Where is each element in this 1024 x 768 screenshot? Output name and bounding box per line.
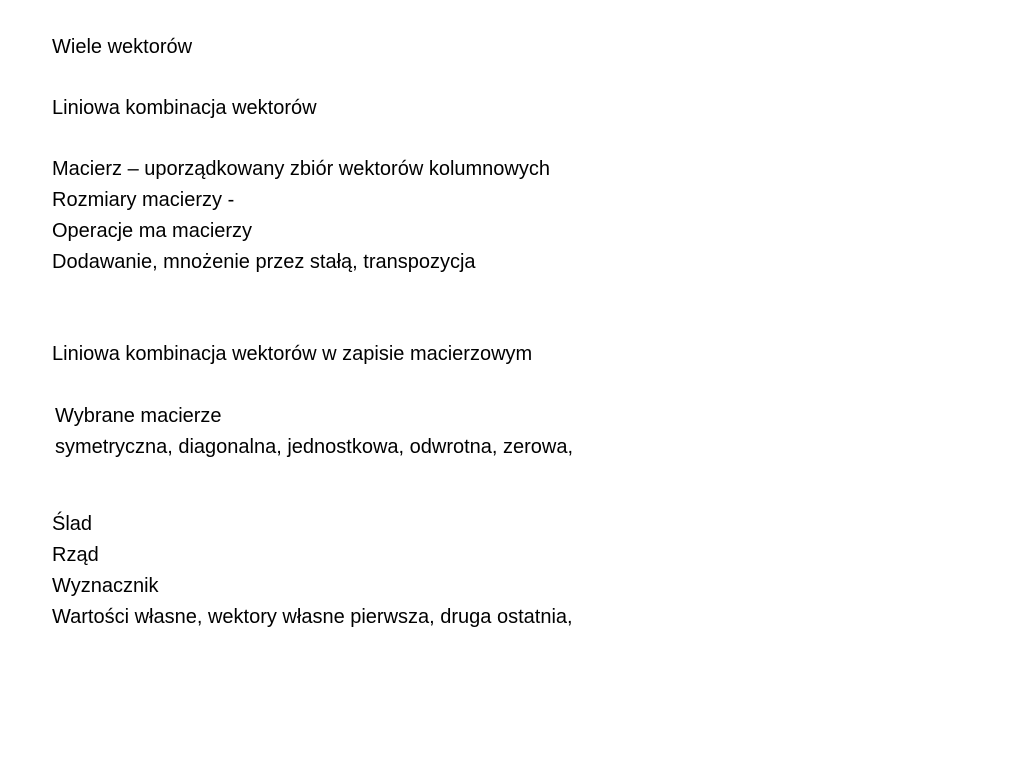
determinant-line: Wyznacznik bbox=[52, 575, 159, 597]
linear-combination-line: Liniowa kombinacja wektorów bbox=[52, 97, 317, 119]
matrix-properties-block bbox=[52, 509, 573, 633]
matrix-size-line: Rozmiary macierzy - bbox=[52, 189, 235, 211]
matrix-notation-block bbox=[52, 339, 532, 370]
rank-line: Rząd bbox=[52, 544, 99, 566]
heading-block bbox=[52, 32, 192, 63]
matrix-notation-line: Liniowa kombinacja wektorów w zapisie macierzowym bbox=[52, 343, 533, 365]
selected-matrices-list: symetryczna, diagonalna, jednostkowa, odwrotna, zerowa, bbox=[55, 436, 574, 458]
linear-combination-block bbox=[52, 93, 317, 124]
slide-heading: Wiele wektorów bbox=[52, 36, 193, 58]
selected-matrices-block bbox=[55, 401, 573, 463]
eigen-line: Wartości własne, wektory własne pierwsza, druga ostatnia, bbox=[52, 606, 573, 628]
selected-matrices-title: Wybrane macierze bbox=[55, 405, 222, 427]
matrix-operations-line: Operacje ma macierzy bbox=[52, 220, 253, 242]
trace-line: Ślad bbox=[52, 513, 93, 535]
matrix-operations-list-line: Dodawanie, mnożenie przez stałą, transpozycja bbox=[52, 251, 476, 273]
matrix-definition-line: Macierz – uporządkowany zbiór wektorów kolumnowych bbox=[52, 158, 550, 180]
matrix-section bbox=[52, 154, 550, 278]
